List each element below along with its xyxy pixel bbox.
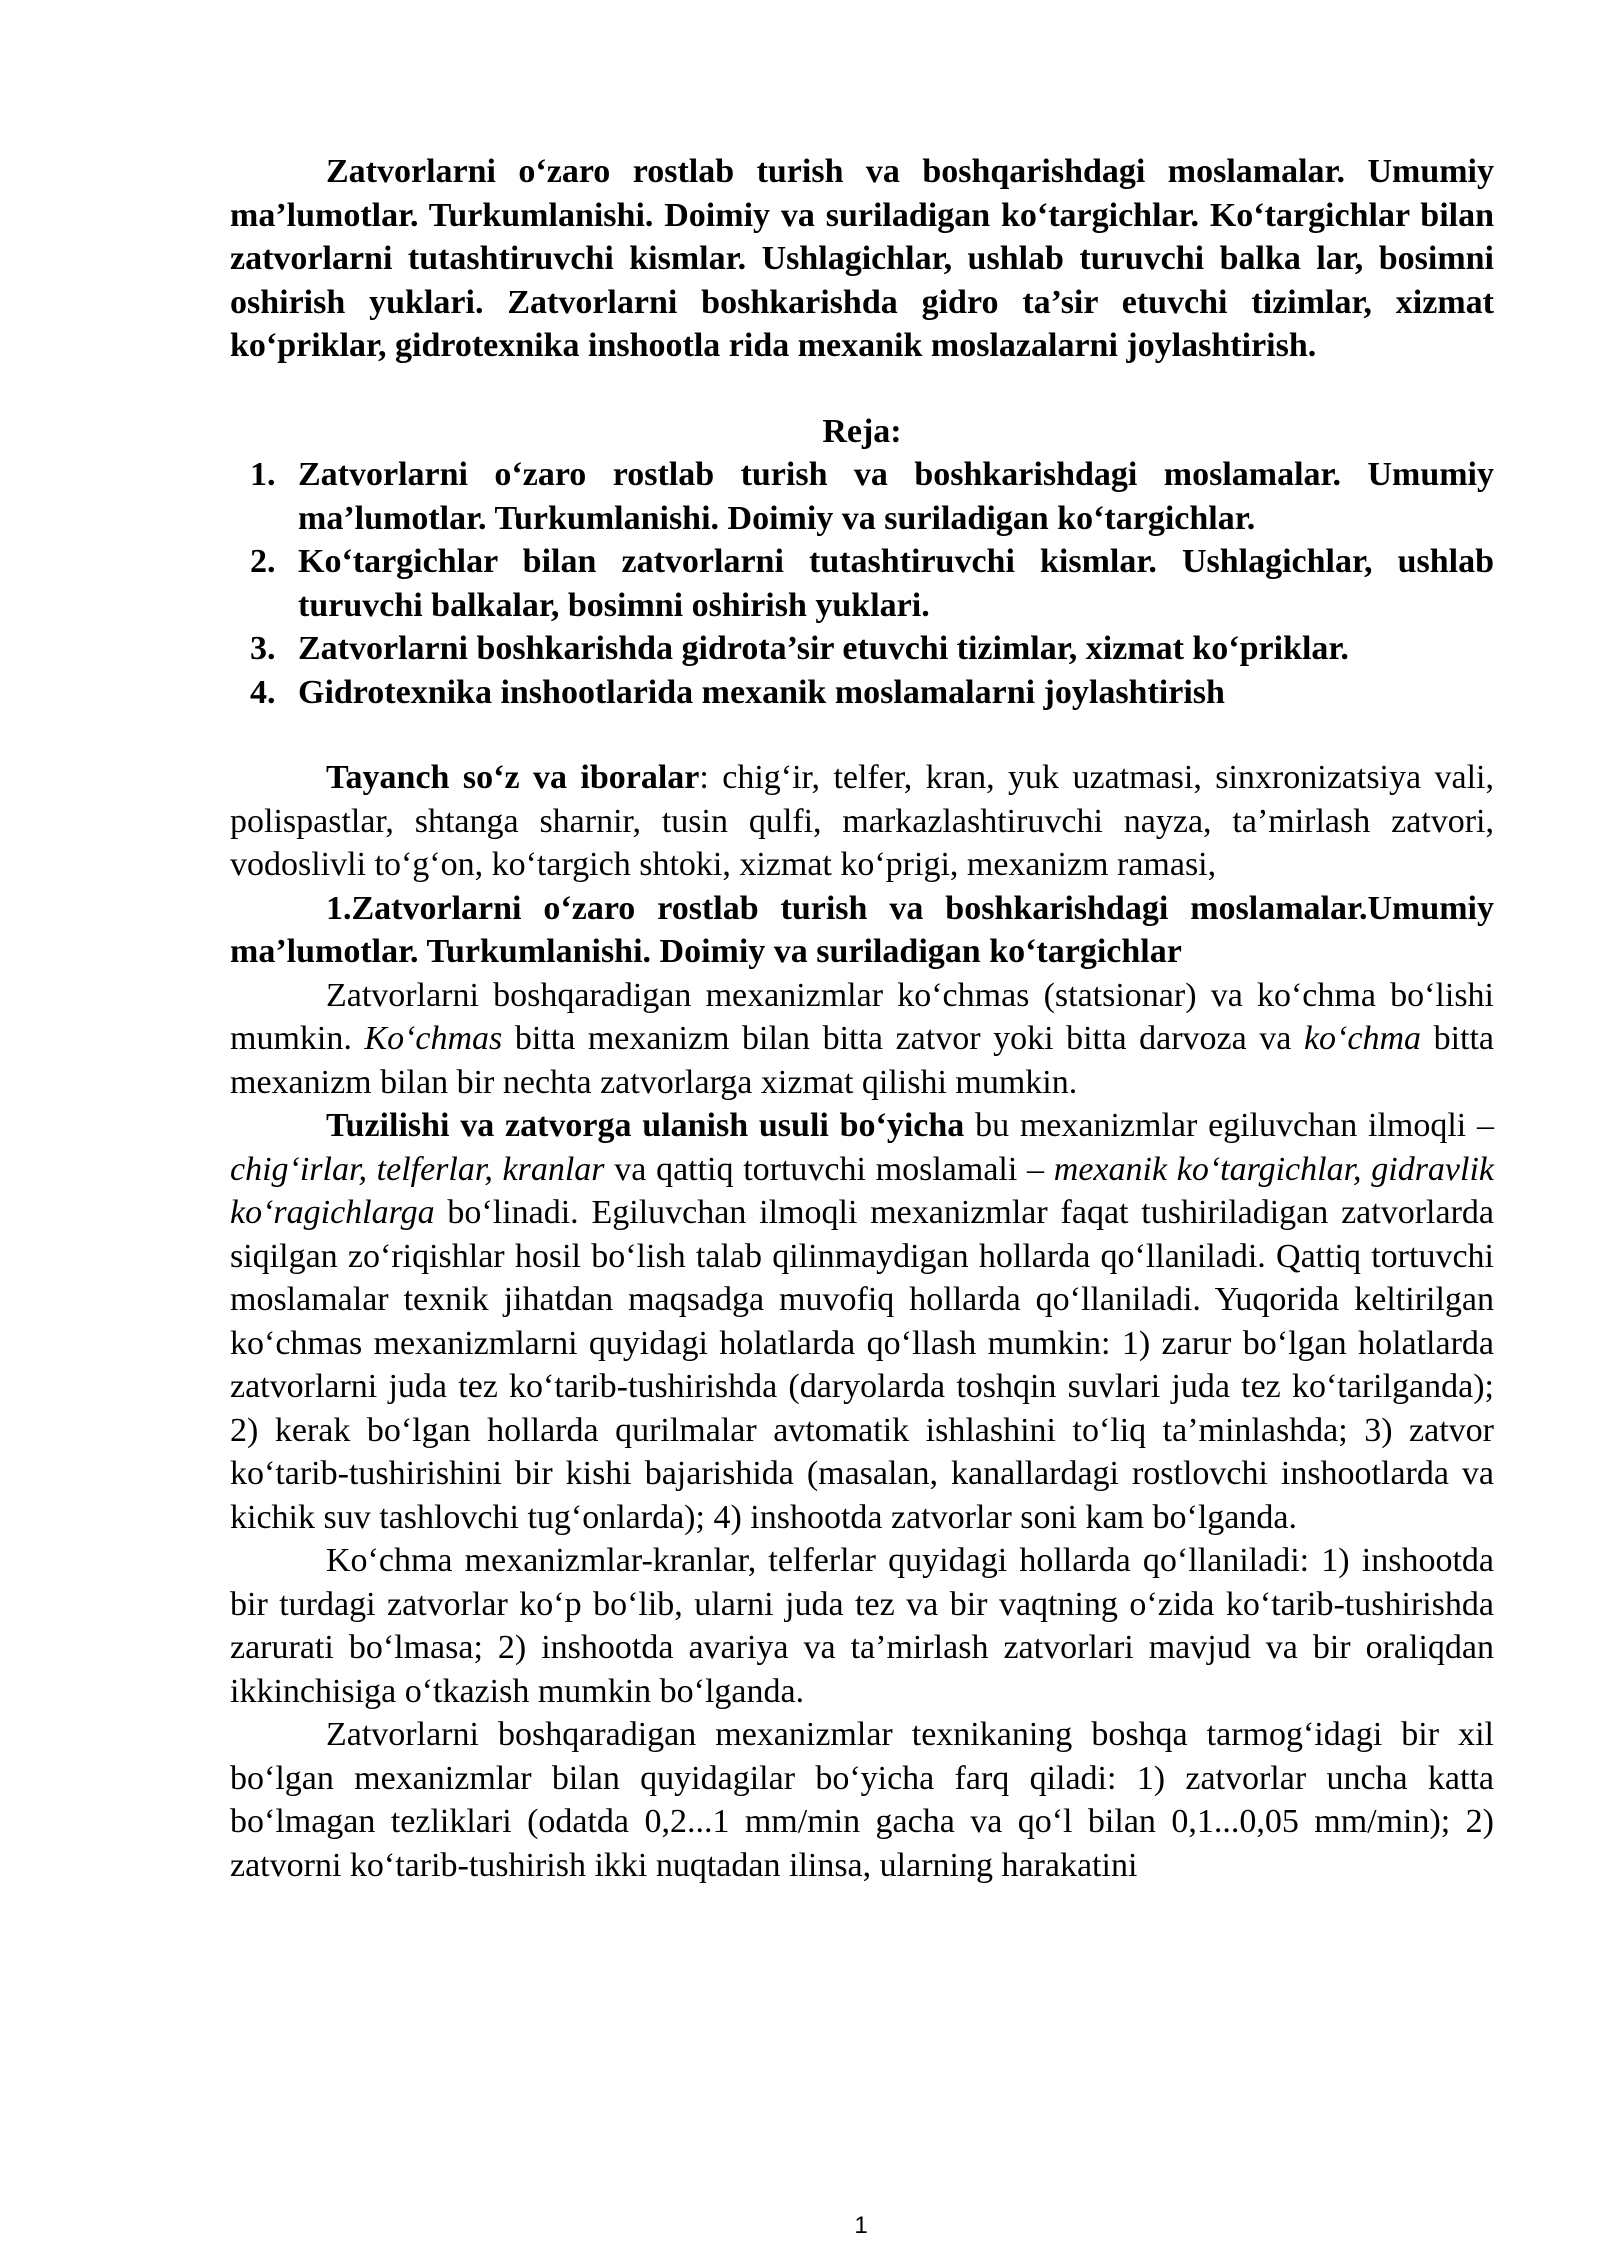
bold-term: Tuzilishi va zatvorga ulanish usuli bo‘yicha (326, 1107, 965, 1144)
plan-item-text: Zatvorlarni o‘zaro rostlab turish va boshkarishdagi moslamalar. Umumiy ma’lumotlar. Turkumlanishi. Doimiy va suriladigan ko‘targichlar. (298, 456, 1494, 537)
plan-heading: Reja: (822, 412, 902, 450)
body-paragraph (230, 1104, 1494, 1539)
body-paragraph (230, 974, 1494, 1105)
text-run: bitta mexanizm bilan bir nechta zatvorlarga xizmat qilishi mumkin. (230, 1020, 1494, 1101)
text-run: va qattiq tortuvchi moslamali – (604, 1150, 1054, 1188)
plan-item (230, 627, 1494, 671)
plan-item-number: 3. (250, 630, 276, 667)
plan-list (230, 453, 1494, 714)
text-run: bu mexanizmlar egiluvchan ilmoqli – (964, 1107, 1494, 1144)
document-title: Zatvorlarni o‘zaro rostlab turish va boshqarishdagi moslamalar. Umumiy ma’lumotlar. Turkumlanishi. Doimiy va suriladigan ko‘targichlar. Ko‘targichlar bilan zatvorlarni tutashtiruvchi kismlar. Ushlagichlar, ushlab turuvchi balka lar, bosimni oshirish yuklari. Zatvorlarni boshkarishda gidro ta’sir etuvchi tizimlar, xizmat ko‘priklar, gidrotexnika inshootla rida mexanik moslazalarni joylashtirish. (230, 153, 1494, 364)
italic-term: chig‘irlar, telferlar, kranlar (230, 1150, 605, 1188)
text-run: Zatvorlarni boshqaradigan mexanizmlar ko‘chmas (statsionar) va ko‘chma bo‘lishi mumkin. (230, 976, 1494, 1057)
spacer (230, 714, 1494, 756)
italic-term: Ko‘chmas (364, 1020, 503, 1057)
document-page (230, 150, 1494, 1887)
plan-item (230, 671, 1494, 715)
section-heading: 1.Zatvorlarni o‘zaro rostlab turish va boshkarishdagi moslamalar.Umumiy ma’lumotlar. Turkumlanishi. Doimiy va suriladigan ko‘targichlar (230, 889, 1494, 970)
body-paragraph: Zatvorlarni boshqaradigan mexanizmlar texnikaning boshqa tarmog‘idagi bir xil bo‘lgan mexanizmlar bilan quyidagilar bo‘yicha farq qiladi: 1) zatvorlar uncha katta bo‘lmagan tezliklari (odatda 0,2...1 mm/min gacha va qo‘l bilan 0,1...0,05 mm/min); 2) zatvorni ko‘tarib-tushirish ikki nuqtadan ilinsa, ularning harakatini (230, 1716, 1494, 1884)
plan-item (230, 453, 1494, 540)
keywords-paragraph (230, 756, 1494, 887)
plan-item-text: Zatvorlarni boshkarishda gidrota’sir etuvchi tizimlar, xizmat ko‘priklar. (298, 630, 1349, 667)
page-number: 1 (854, 2212, 868, 2239)
italic-term: ko‘chma (1303, 1020, 1421, 1057)
text-run: bo‘linadi. Egiluvchan ilmoqli mexanizmlar faqat tushiriladigan zatvorlarda siqilgan zo‘riqishlar hosil bo‘lish talab qilinmaydigan hollarda qo‘llaniladi. Qattiq tortuvchi moslamalar texnik jihatdan maqsadga muvofiq hollarda qo‘llaniladi. Yuqorida keltirilgan ko‘chmas mexanizmlarni quyidagi holatlarda qo‘llash mumkin: 1) zarur bo‘lgan holatlarda zatvorlarni juda tez ko‘tarib-tushirishda (daryolarda toshqin suvlari juda tez ko‘tarilganda); 2) kerak bo‘lgan hollarda qurilmalar avtomatik ishlashini to‘liq ta’minlashda; 3) zatvor ko‘tarib-tushirishini bir kishi bajarishida (masalan, kanallardagi rostlovchi inshootlarda va kichik suv tashlovchi tug‘onlarda); 4) inshootda zatvorlar soni kam bo‘lganda. (230, 1194, 1494, 1536)
plan-item-number: 4. (250, 673, 276, 711)
body-paragraph: Ko‘chma mexanizmlar-kranlar, telferlar quyidagi hollarda qo‘llaniladi: 1) inshootda bir turdagi zatvorlar ko‘p bo‘lib, ularni juda tez va bir vaqtning o‘zida ko‘tarib-tushirishda zarurati bo‘lmasa; 2) inshootda avariya va ta’mirlash zatvorlari mavjud va bir oraliqdan ikkinchisiga o‘tkazish mumkin bo‘lganda. (230, 1542, 1494, 1710)
keywords-label: Tayanch so‘z va iboralar (326, 759, 700, 796)
plan-item-number: 1. (250, 456, 276, 493)
plan-item-text: Gidrotexnika inshootlarida mexanik moslamalarni joylashtirish (298, 673, 1225, 711)
keywords-text: : chig‘ir, telfer, kran, yuk uzatmasi, sinxronizatsiya vali, polispastlar, shtanga sharnir, tusin qulfi, markazlashtiruvchi nayza, ta’mirlash zatvori, vodoslivli to‘g‘on, ko‘targich shtoki, xizmat ko‘prigi, mexanizm ramasi, (230, 759, 1495, 883)
plan-item (230, 540, 1494, 627)
plan-item-text: Ko‘targichlar bilan zatvorlarni tutashtiruvchi kismlar. Ushlagichlar, ushlab turuvchi balkalar, bosimni oshirish yuklari. (298, 543, 1494, 624)
text-run: bitta mexanizm bilan bitta zatvor yoki bitta darvoza va (502, 1020, 1304, 1057)
spacer (230, 368, 1494, 410)
plan-item-number: 2. (250, 543, 276, 580)
italic-term: mexanik ko‘targichlar, gidravlik ko‘ragichlarga (230, 1150, 1494, 1231)
